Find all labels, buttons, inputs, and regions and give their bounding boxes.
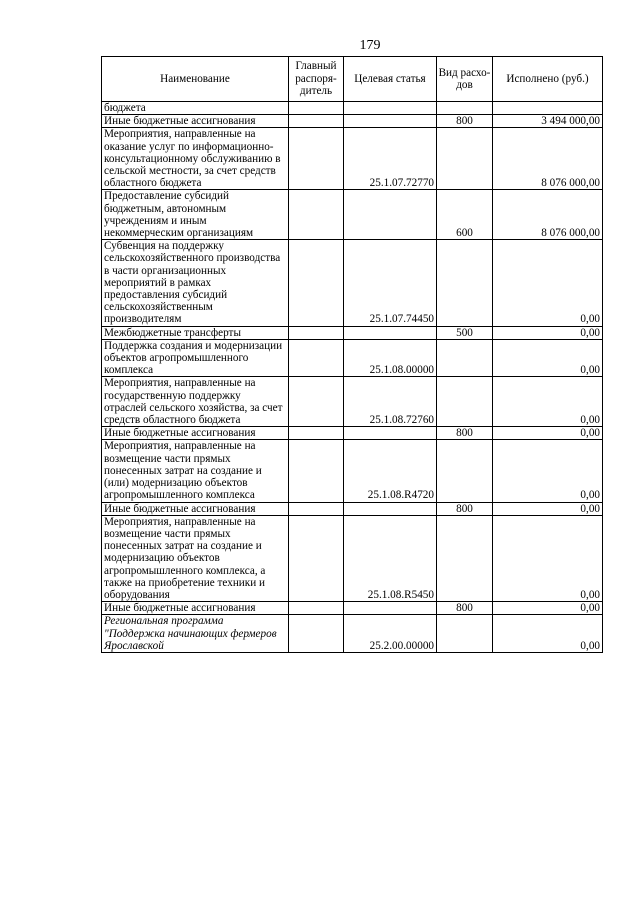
table-row xyxy=(102,240,603,326)
cell-name: Поддержка создания и модернизации объектов агропромышленного комплекса xyxy=(102,339,289,377)
cell-name: бюджета xyxy=(102,102,289,115)
cell-amount: 0,00 xyxy=(493,502,603,515)
table-row xyxy=(102,326,603,339)
cell-kind xyxy=(437,440,493,502)
cell-admin xyxy=(289,615,344,653)
cell-target: 25.1.07.74450 xyxy=(344,240,437,326)
cell-admin xyxy=(289,115,344,128)
table-row xyxy=(102,427,603,440)
cell-kind: 800 xyxy=(437,502,493,515)
cell-target xyxy=(344,326,437,339)
header-target: Целевая статья xyxy=(344,57,437,102)
cell-target: 25.2.00.00000 xyxy=(344,615,437,653)
cell-name: Мероприятия, направленные на государственную поддержку отраслей сельского хозяйства, за счет средств областного бюджета xyxy=(102,377,289,427)
cell-target xyxy=(344,427,437,440)
cell-admin xyxy=(289,515,344,601)
table-row xyxy=(102,602,603,615)
cell-admin xyxy=(289,240,344,326)
page-number: 179 xyxy=(359,38,381,53)
cell-kind xyxy=(437,339,493,377)
cell-name: Мероприятия, направленные на возмещение части прямых понесенных затрат на создание и (или) модернизацию объектов агропромышленного комплекса xyxy=(102,440,289,502)
header-name: Наименование xyxy=(102,57,289,102)
cell-amount: 0,00 xyxy=(493,377,603,427)
cell-target xyxy=(344,602,437,615)
cell-amount: 0,00 xyxy=(493,326,603,339)
cell-name: Мероприятия, направленные на возмещение части прямых понесенных затрат на создание и модернизацию объектов агропромышленного комплекса, а также на приобретение техники и оборудования xyxy=(102,515,289,601)
cell-name: Иные бюджетные ассигнования xyxy=(102,115,289,128)
table-row xyxy=(102,190,603,240)
cell-admin xyxy=(289,190,344,240)
cell-amount: 8 076 000,00 xyxy=(493,190,603,240)
budget-table xyxy=(101,56,603,653)
cell-target: 25.1.07.72770 xyxy=(344,128,437,190)
cell-admin xyxy=(289,339,344,377)
cell-target: 25.1.08.00000 xyxy=(344,339,437,377)
cell-admin xyxy=(289,377,344,427)
cell-kind xyxy=(437,515,493,601)
cell-kind: 800 xyxy=(437,115,493,128)
cell-name: Межбюджетные трансферты xyxy=(102,326,289,339)
cell-amount: 0,00 xyxy=(493,602,603,615)
header-amount: Исполнено (руб.) xyxy=(493,57,603,102)
table-row xyxy=(102,502,603,515)
cell-name: Предоставление субсидий бюджетным, автономным учреждениям и иным некоммерческим организациям xyxy=(102,190,289,240)
cell-kind: 500 xyxy=(437,326,493,339)
table-row xyxy=(102,128,603,190)
cell-kind xyxy=(437,377,493,427)
header-kind: Вид расхо-дов xyxy=(437,57,493,102)
cell-kind xyxy=(437,102,493,115)
cell-target: 25.1.08.R5450 xyxy=(344,515,437,601)
cell-target xyxy=(344,102,437,115)
table-row xyxy=(102,339,603,377)
table-body xyxy=(102,102,603,653)
cell-name: Мероприятия, направленные на оказание услуг по информационно-консультационному обслуживанию в сельской местности, за счет средств областного бюджета xyxy=(102,128,289,190)
cell-target: 25.1.08.R4720 xyxy=(344,440,437,502)
cell-target: 25.1.08.72760 xyxy=(344,377,437,427)
cell-admin xyxy=(289,427,344,440)
table-row xyxy=(102,377,603,427)
cell-name: Региональная программа "Поддержка начинающих фермеров Ярославской xyxy=(102,615,289,653)
cell-amount: 0,00 xyxy=(493,427,603,440)
cell-amount xyxy=(493,102,603,115)
cell-kind xyxy=(437,128,493,190)
table-header-row xyxy=(102,57,603,102)
cell-kind xyxy=(437,615,493,653)
cell-amount: 0,00 xyxy=(493,339,603,377)
table-row xyxy=(102,615,603,653)
header-admin: Главный распоря-дитель xyxy=(289,57,344,102)
cell-target xyxy=(344,115,437,128)
cell-amount: 0,00 xyxy=(493,440,603,502)
cell-kind: 800 xyxy=(437,602,493,615)
cell-kind: 600 xyxy=(437,190,493,240)
cell-target xyxy=(344,190,437,240)
cell-kind: 800 xyxy=(437,427,493,440)
cell-admin xyxy=(289,440,344,502)
cell-amount: 0,00 xyxy=(493,515,603,601)
cell-admin xyxy=(289,602,344,615)
table-row xyxy=(102,515,603,601)
cell-admin xyxy=(289,102,344,115)
cell-amount: 0,00 xyxy=(493,240,603,326)
cell-amount: 8 076 000,00 xyxy=(493,128,603,190)
table-row xyxy=(102,102,603,115)
cell-kind xyxy=(437,240,493,326)
cell-name: Субвенция на поддержку сельскохозяйственного производства в части организационных мероприятий в рамках предоставления субсидий сельскохозяйственным производителям xyxy=(102,240,289,326)
cell-name: Иные бюджетные ассигнования xyxy=(102,427,289,440)
cell-amount: 0,00 xyxy=(493,615,603,653)
cell-target xyxy=(344,502,437,515)
cell-name: Иные бюджетные ассигнования xyxy=(102,602,289,615)
cell-admin xyxy=(289,326,344,339)
cell-amount: 3 494 000,00 xyxy=(493,115,603,128)
table-row xyxy=(102,440,603,502)
cell-admin xyxy=(289,128,344,190)
cell-name: Иные бюджетные ассигнования xyxy=(102,502,289,515)
cell-admin xyxy=(289,502,344,515)
table-row xyxy=(102,115,603,128)
